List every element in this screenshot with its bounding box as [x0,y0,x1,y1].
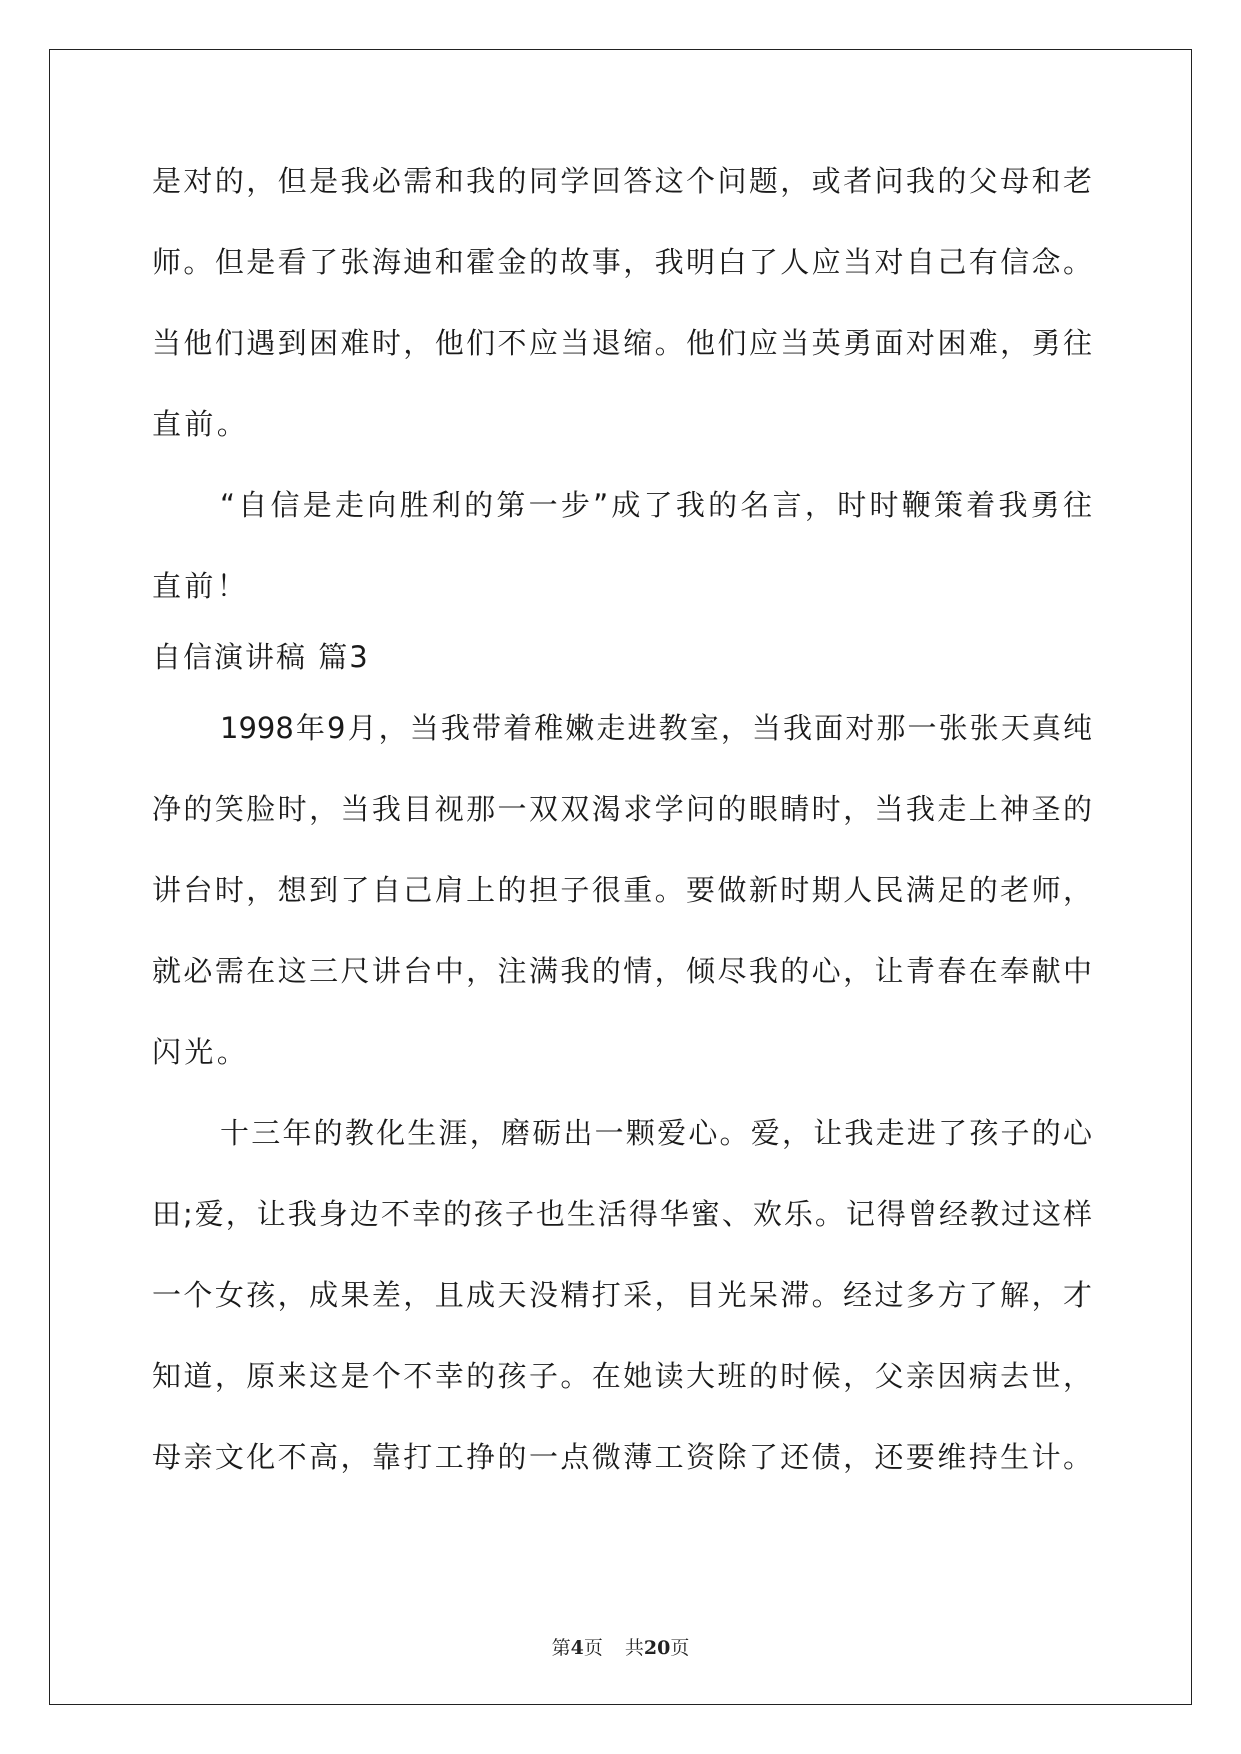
text-line: 十三年的教化生涯，磨砺出一颗爱心。爱，让我走进了孩子的心 [220,1116,1092,1150]
text-line: 就必需在这三尺讲台中，注满我的情，倾尽我的心，让青春在奉献中 [152,954,1092,988]
text-line: 知道，原来这是个不幸的孩子。在她读大班的时候，父亲因病去世， [152,1359,1092,1393]
footer-page-prefix: 第 [551,1637,571,1659]
text-line: 直前。 [152,407,250,441]
text-line: 当他们遇到困难时，他们不应当退缩。他们应当英勇面对困难，勇往 [152,326,1092,360]
text-line: 母亲文化不高，靠打工挣的一点微薄工资除了还债，还要维持生计。 [152,1440,1092,1474]
text-line: “自信是走向胜利的第一步”成了我的名言，时时鞭策着我勇往 [220,488,1092,522]
footer-page-total: 20 [643,1637,671,1659]
section-heading: 自信演讲稿 篇3 [152,640,370,674]
footer-total-unit: 页 [670,1637,690,1659]
footer-page-current: 4 [570,1637,584,1659]
footer-total-prefix: 共 [624,1637,644,1659]
text-line: 一个女孩，成果差，且成天没精打采，目光呆滞。经过多方了解，才 [152,1278,1092,1312]
text-line: 1998年9月，当我带着稚嫩走进教室，当我面对那一张张天真纯 [220,711,1092,745]
page-footer [0,1633,1241,1660]
text-line: 闪光。 [152,1035,250,1069]
footer-page-unit: 页 [583,1637,603,1659]
text-line: 讲台时，想到了自己肩上的担子很重。要做新时期人民满足的老师， [152,873,1092,907]
text-line: 净的笑脸时，当我目视那一双双渴求学问的眼睛时，当我走上神圣的 [152,792,1092,826]
text-line: 师。但是看了张海迪和霍金的故事，我明白了人应当对自己有信念。 [152,245,1092,279]
text-line: 是对的，但是我必需和我的同学回答这个问题，或者问我的父母和老 [152,164,1092,198]
text-line: 直前！ [152,569,250,603]
text-line: 田;爱，让我身边不幸的孩子也生活得华蜜、欢乐。记得曾经教过这样 [152,1197,1092,1231]
